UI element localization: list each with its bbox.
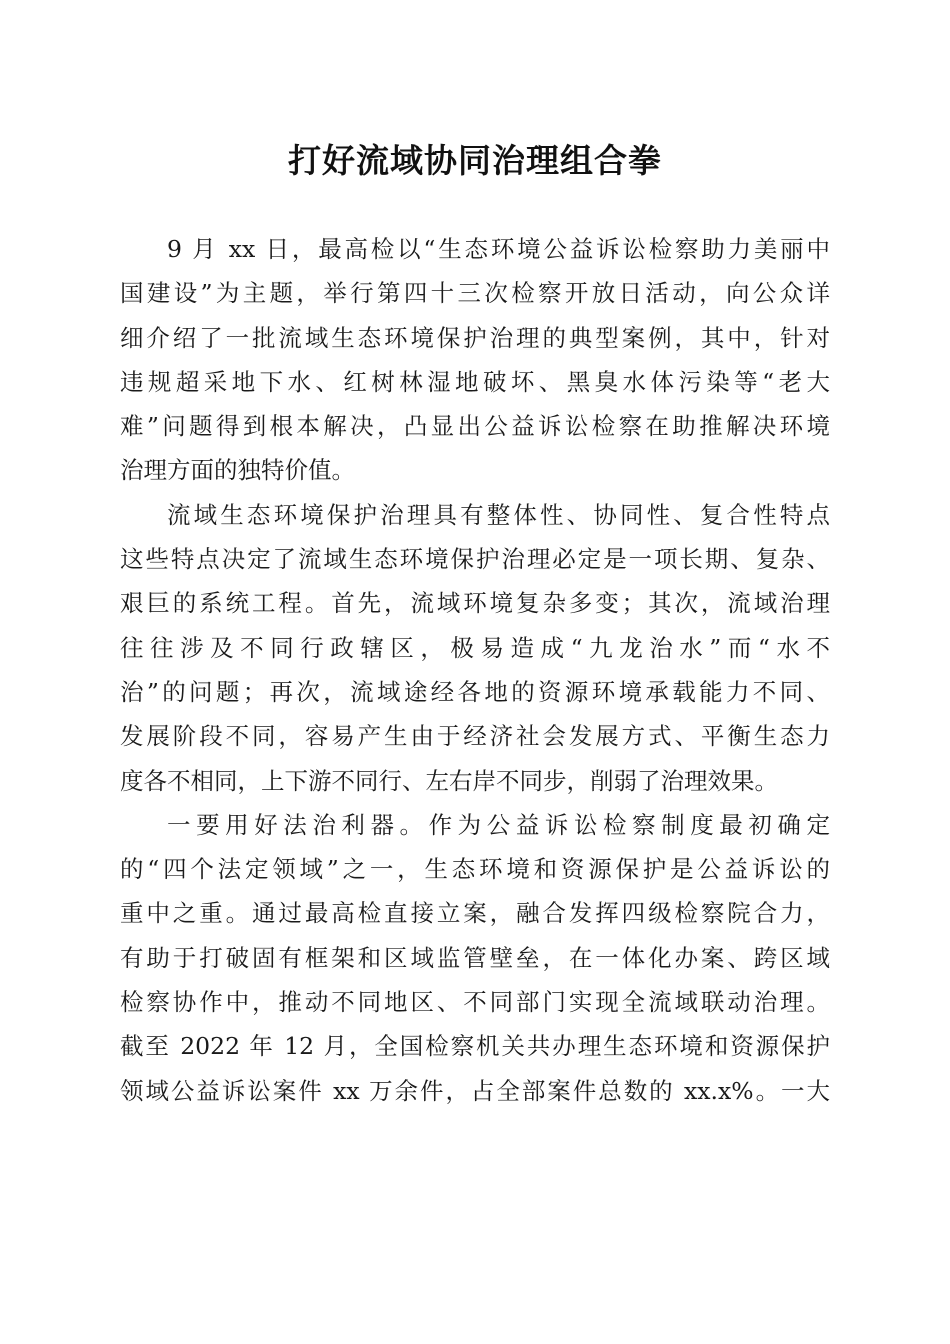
- text-line: 检察协作中，推动不同地区、不同部门实现全流域联动治理。: [120, 988, 830, 1017]
- text-line: 9 月 xx 日，最高检以“生态环境公益诉讼检察助力美丽中: [167, 235, 830, 263]
- text-line: 度各不相同，上下游不同行、左右岸不同步，削弱了治理效果。: [120, 766, 778, 795]
- paragraph-2: [120, 493, 830, 803]
- document-title: 打好流域协同治理组合拳: [288, 141, 662, 180]
- text-line: 的“四个法定领域”之一，生态环境和资源保护是公益诉讼的: [120, 855, 830, 884]
- text-line: 细介绍了一批流域生态环境保护治理的典型案例，其中，针对: [120, 323, 830, 352]
- paragraph-1: [120, 227, 830, 493]
- text-line: 违规超采地下水、红树林湿地破坏、黑臭水体污染等“老大: [120, 367, 830, 396]
- paragraph-3: [120, 803, 830, 1113]
- document-body: [120, 227, 830, 1113]
- text-line: 有助于打破固有框架和区域监管壁垒，在一体化办案、跨区域: [120, 943, 830, 972]
- text-line: 国建设”为主题，举行第四十三次检察开放日活动，向公众详: [120, 279, 830, 308]
- text-line: 这些特点决定了流域生态环境保护治理必定是一项长期、复杂、: [120, 545, 830, 574]
- text-line: 艰巨的系统工程。首先，流域环境复杂多变；其次，流域治理: [120, 589, 830, 618]
- text-line: 一要用好法治利器。作为公益诉讼检察制度最初确定: [167, 810, 830, 839]
- text-line: 治”的问题；再次，流域途经各地的资源环境承载能力不同、: [120, 677, 830, 706]
- text-line: 治理方面的独特价值。: [120, 456, 355, 485]
- text-line: 重中之重。通过最高检直接立案，融合发挥四级检察院合力，: [120, 899, 830, 928]
- text-line: 发展阶段不同，容易产生由于经济社会发展方式、平衡生态力: [120, 722, 830, 751]
- text-line: 流域生态环境保护治理具有整体性、协同性、复合性特点: [167, 500, 830, 529]
- text-line: 往往涉及不同行政辖区，极易造成“九龙治水”而“水不: [120, 633, 830, 662]
- text-line: 难”问题得到根本解决，凸显出公益诉讼检察在助推解决环境: [120, 412, 830, 441]
- text-line: 截至 2022 年 12 月，全国检察机关共办理生态环境和资源保护: [120, 1032, 830, 1061]
- text-line: 领域公益诉讼案件 xx 万余件，占全部案件总数的 xx.x%。一大: [120, 1076, 830, 1105]
